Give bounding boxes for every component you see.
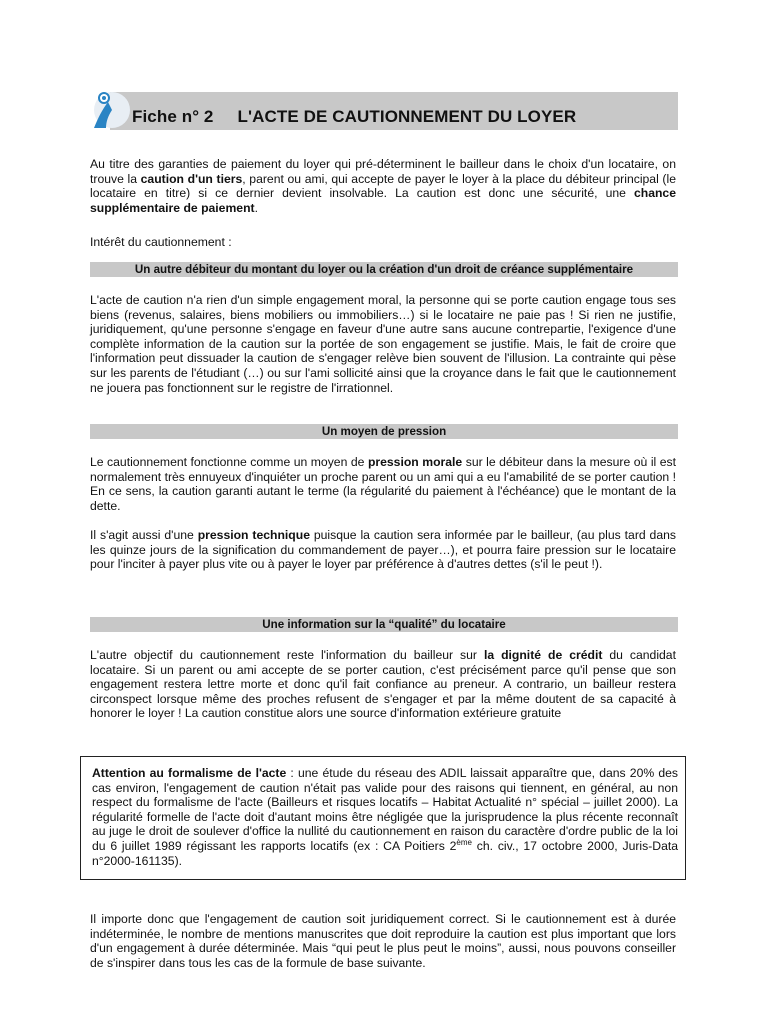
pression-technique: pression technique [197,528,310,542]
section-heading-2: Un moyen de pression [90,424,678,439]
section-heading-3: Une information sur la “qualité” du locataire [90,617,678,632]
closing-paragraph: Il importe donc que l'engagement de caution soit juridiquement correct. Si le cautionnement est à durée indéterminée, le nombre de mentions manuscrites que doit reproduire la caution est plus important que lors d'un engagement à durée déterminée. Mais “qui peut le plus peut le moins”, aussi, nous pouvons conseiller de s'inspirer dans tous les cas de la formule de base suivante. [90,912,676,970]
logo-icon [88,88,130,130]
notice-sup: ème [456,837,472,847]
intro-bold-2: chance supplémentaire de paiement [90,186,676,215]
interest-label: Intérêt du cautionnement : [90,235,232,249]
section-2-paragraph-2: Il s'agit aussi d'une pression technique puisque la caution sera informée par le bailleur, (au plus tard dans les quinze jours de la signification du commandement de payer…), et pourra faire pression sur le locataire pour l'inciter à payer plus vite ou à payer le loyer par préférence à d'autres dettes (s'il le peut !). [90,528,676,572]
page-title [132,107,576,127]
dignite-credit: la dignité de crédit [483,648,603,662]
intro-paragraph: Au titre des garanties de paiement du loyer qui pré-déterminent le bailleur dans le choix d'un locataire, on trouve la caution d'un tiers, parent ou ami, qui accepte de payer le loyer à la place du débiteur principal (le locataire en titre) si ce dernier devient insolvable. La caution est donc une sécurité, une chance supplémentaire de paiement. [90,157,676,215]
pression-morale: pression morale [367,455,463,469]
title-text: L'ACTE DE CAUTIONNEMENT DU LOYER [237,107,577,126]
section-2-paragraph-1: Le cautionnement fonctionne comme un moyen de pression morale sur le débiteur dans la mesure où il est normalement très ennuyeux d'inquiéter un proche parent ou un ami qui a eu l'amabilité de se porter caution ! En ce sens, la caution garanti autant le terme (la régularité du paiement à l'échéance) que le montant de la dette. [90,455,677,513]
section-heading-1: Un autre débiteur du montant du loyer ou la création d'un droit de créance supplémentaire [90,262,678,277]
section-1-text: L'acte de caution n'a rien d'un simple engagement moral, la personne qui se porte caution engage tous ses biens (revenus, salaires, biens mobiliers ou immobiliers…) si le locataire ne paie pas ! Si rien ne justifie, juridiquement, qu'une personne s'engage en faveur d'une autre sans aucune contrepartie, l'exigence d'une complète information de la caution sur la portée de son engagement se justifie. Mais, le fait de croire que l'information peut dissuader la caution de s'engager relève bien souvent de l'illusion. La contrainte qui pèse sur les parents de l'étudiant (…) ou sur l'ami sollicité ainsi que la croyance dans le fait que le cautionnement ne jouera pas fonctionnent sur le registre de l'irrationnel. [90,293,676,395]
intro-bold-1: caution d'un tiers [140,171,243,186]
notice-text: Attention au formalisme de l'acte : une étude du réseau des ADIL laissait apparaître que, dans 20% des cas environ, l'engagement de caution n'était pas valide pour des raisons qui tiennent, en général, au non respect du formalisme de l'acte (Bailleurs et risques locatifs – Habitat Actualité n° spécial – juillet 2000). La régularité formelle de l'acte doit d'autant moins être négligée que la jurisprudence la plus récente reconnaît au juge le droit de soulever d'office la nullité du cautionnement en raison du caractère d'ordre public de la loi du 6 juillet 1989 régissant les rapports locatifs (ex : CA Poitiers 2ème ch. civ., 17 octobre 2000, Juris-Data n°2000-161135). [92,766,679,868]
notice-bold: Attention au formalisme de l'acte [92,766,287,780]
section-3-text: L'autre objectif du cautionnement reste l'information du bailleur sur la dignité de crédit du candidat locataire. Si un parent ou ami accepte de se porter caution, c'est précisément parce qu'il pense que son engagement restera lettre morte et donc qu'il fait confiance au preneur. A contrario, un bailleur restera circonspect lorsque même des proches refusent de s'engager et par la même doutent de sa capacité à honorer le loyer ! La caution constitue alors une source d'information extérieure gratuite [90,648,676,721]
fiche-number: Fiche n° 2 [132,107,214,126]
